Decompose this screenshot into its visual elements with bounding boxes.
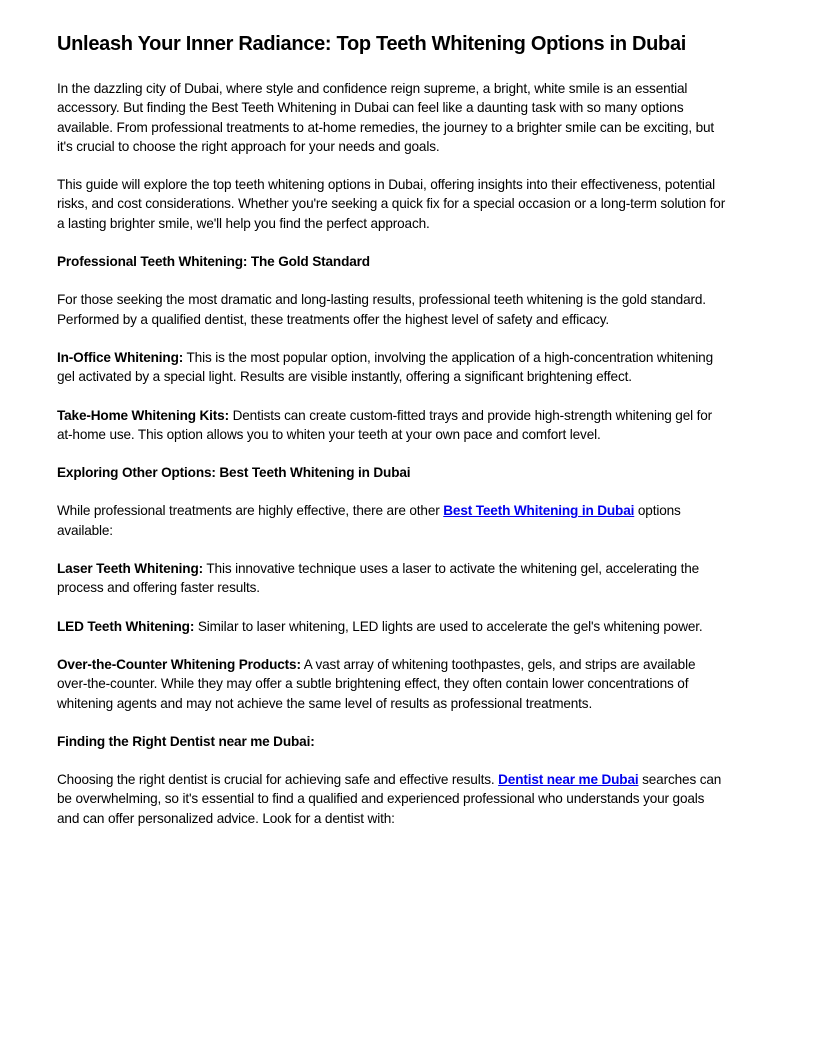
paragraph-text: While professional treatments are highly effective, there are other [57, 503, 444, 519]
item-text: Dentists can create custom-fitted trays and provide high-strength whitening gel for at-home use. This option allows you to whiten your teeth at your own pace and comfort level. [57, 407, 713, 442]
list-item-laser [57, 559, 727, 598]
list-item-take-home [57, 406, 727, 445]
list-item-in-office [57, 348, 727, 387]
section-paragraph-dentist [57, 770, 727, 828]
page-title: Unleash Your Inner Radiance: Top Teeth Whitening Options in Dubai [57, 33, 687, 55]
paragraph-text: options available: [57, 503, 681, 538]
list-item-over-the-counter [57, 655, 727, 713]
item-label: Over-the-Counter Whitening Products: [57, 656, 301, 672]
intro-paragraph-2: This guide will explore the top teeth whitening options in Dubai, offering insights into their effectiveness, potential risks, and cost considerations. Whether you're seeking a quick fix for a special occasion or a long-term solution for a lasting brighter smile, we'll help you find the perfect approach. [57, 177, 726, 231]
paragraph-text: searches can be overwhelming, so it's essential to find a qualified and experienced professional who understands your goals and can offer personalized advice. Look for a dentist with: [57, 772, 722, 826]
section-heading-professional: Professional Teeth Whitening: The Gold Standard [57, 254, 370, 270]
list-item-led [57, 617, 727, 636]
dentist-near-me-link[interactable]: Dentist near me Dubai [498, 772, 639, 788]
item-text: Similar to laser whitening, LED lights are used to accelerate the gel's whitening power. [194, 618, 703, 634]
document-page [57, 30, 727, 847]
item-label: In-Office Whitening: [57, 349, 184, 365]
item-text: A vast array of whitening toothpastes, gels, and strips are available over-the-counter. While they may offer a subtle brightening effect, they often contain lower concentrations of whitening agents and may not achieve the same level of results as professional treatments. [57, 656, 696, 711]
section-paragraph-professional: For those seeking the most dramatic and long-lasting results, professional teeth whitening is the gold standard. Performed by a qualified dentist, these treatments offer the highest level of safety and efficacy. [57, 292, 706, 327]
item-label: Take-Home Whitening Kits: [57, 407, 229, 423]
section-paragraph-other-options [57, 501, 727, 540]
item-label: Laser Teeth Whitening: [57, 561, 203, 577]
item-text: This is the most popular option, involving the application of a high-concentration whitening gel activated by a special light. Results are visible instantly, offering a significant brightening effect. [57, 349, 714, 385]
paragraph-text: Choosing the right dentist is crucial for achieving safe and effective results. [57, 772, 499, 788]
best-teeth-whitening-link[interactable]: Best Teeth Whitening in Dubai [443, 503, 635, 519]
item-label: LED Teeth Whitening: [57, 618, 195, 634]
section-heading-other-options: Exploring Other Options: Best Teeth Whitening in Dubai [57, 465, 411, 481]
section-heading-dentist: Finding the Right Dentist near me Dubai: [57, 733, 315, 749]
intro-paragraph-1: In the dazzling city of Dubai, where style and confidence reign supreme, a bright, white smile is an essential accessory. But finding the Best Teeth Whitening in Dubai can feel like a daunting task with so many options available. From professional treatments to at-home remedies, the journey to a brighter smile can be exciting, but it's crucial to choose the right approach for your needs and goals. [57, 81, 715, 154]
item-text: This innovative technique uses a laser to activate the whitening gel, accelerating the process and offering faster results. [57, 561, 700, 596]
